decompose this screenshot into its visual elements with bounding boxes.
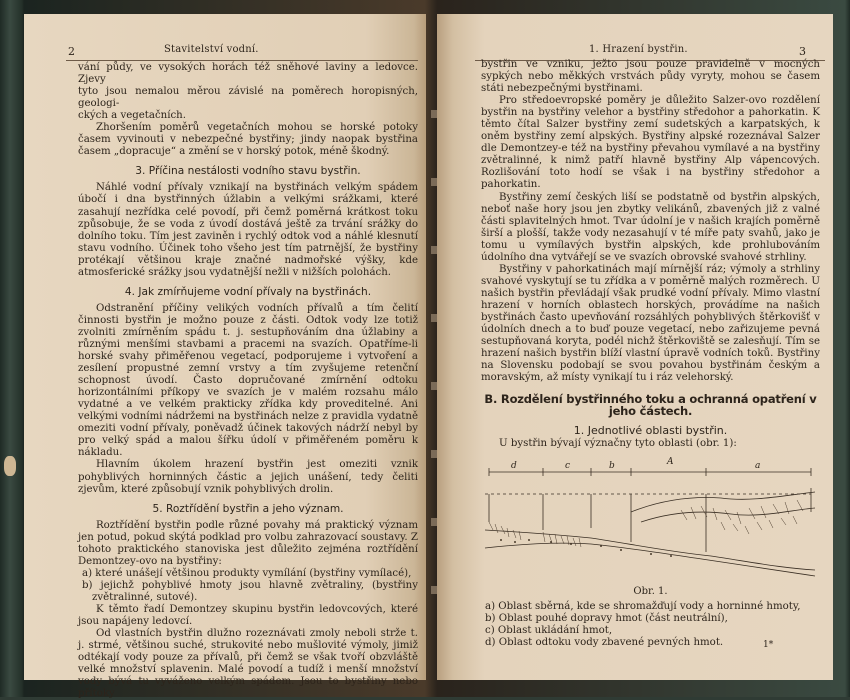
text-line: ckých a vegetačních. [78, 110, 186, 122]
figure-label: a [755, 461, 761, 472]
torn-cover-edge [4, 456, 16, 476]
paragraph: Pro středoevropské poměry je důležito Salzer-ovo rozdělení bystřin na bystřiny velehor a bystřiny středohor a pahorkatin. K těmto čítal Salzer bystřiny zemí sudetských a karpatských, k oněm bystřiny zemí alpských. Bystřiny alpské rozeznával Salzer dle Demontzey-e též na bystřiny převahou vymílavé a na bystřiny zvětralinné, k nimž patří hlavně bystřiny Alp vápencových. Rozlišování toto hodí se však i na bystřiny středohor a pahorkatin. [481, 95, 820, 191]
paragraph: Hlavním úkolem hrazení bystřin jest omeziti vznik pohyblivých horninných částic a jejich unášení, tedy čeliti zjevům, které způsobují vznik pohyblivých drolin. [78, 459, 418, 495]
figure-label: b [609, 461, 615, 472]
right-page [437, 14, 833, 680]
paragraph: Odstranění příčiny velikých vodních přívalů a tím čelití činnosti bystřin je možno pouze z části. Odtok vody lze totiž zvolniti zmírněním spádu t. j. sestupňováním dna úžlabiny a různými menšími stavbami a pracemi na svazích. Opatříme-li horské svahy přiměřenou vegetací, podporujeme i vytvoření a zesílení propustné zemní vrstvy a tím zvyšujeme retenční schopnost úvodí. Často dopručované zmírnění odtoku horizontálními příkopy ve svazích je v malém rozsahu málo vydatné a ve velkém prakticky zřídka kdy proveditelné. Ani velkými vodními nádržemi na bystřinách nelze z pravidla vydatně omeziti vodní přívaly, poněvadž účinek takových nádrží nebyl by pro velký spád a malou šířku údolí v přiměřeném poměru k nákladu. [78, 302, 418, 459]
section-heading: 4. Jak zmírňujeme vodní přívaly na bystřinách. [124, 285, 372, 298]
list-item: a) které unášejí většinou produkty vymílání (bystřiny vymílacé), [82, 567, 412, 579]
text-line: vání půdy, ve vysokých horách též sněhové laviny a ledovce. Zjevy [78, 62, 418, 86]
left-page-body [78, 62, 418, 700]
header-rule [66, 60, 418, 61]
paragraph: Od vlastních bystřin dlužno rozeznávati zmoly neboli strže t. j. strmé, většinou suché, strukovité nebo mušlovité výmoly, jimiž odtékají vody pouze za přívalů, při čemž se však tvoří obzvláště velké množství splavenin. Malé povodí a tudíž i menší množství vody bývá tu vyváženo velkým spádem. Jsou to bystřiny nebo přítoky [78, 628, 418, 700]
chapter-heading: B. Rozdělení bystřinného toku a ochranná opatření v jeho částech. [484, 392, 817, 419]
paragraph: Bystřiny v pahorkatinách mají mírnější ráz; výmoly a strhliny svahové vyskytují se tu zřídka a v poměrně malých rozměrech. U našich bystřin převládají však prudké vodní přívaly. Mimo vlastní hrazení v horních oblastech horských, provádíme na našich bystřinách často upevňování rozsáhlých pohyblivých štěrkovišť v údolních dnech a to buď pouze vegetací, nebo zařizujeme pevná sestupňovaná koryta, podél nichž štěrkoviště se zalesňují. Tím se hrazení našich bystřin blíží vlastní úpravě vodních toků. Bystřiny na Slovensku podobají se svou povahou bystřinám českým a moravským, až místy vynikají tu i ráz velehorský. [481, 263, 820, 384]
figure-caption: Obr. 1. [633, 586, 668, 598]
text-line: tyto jsou nemalou měrou závislé na poměrech horopisných, geologi- [78, 86, 418, 110]
paragraph: bystřin ve vzniku, ježto jsou pouze pravidelně v mocných sypkých nebo měkkých vrstvách půdy vyryty, mohou se časem státi nebezpečnými bystřinami. [481, 59, 820, 95]
printer-signature: 1* [763, 640, 774, 650]
figure-torrent-profile [481, 452, 820, 584]
paragraph: Bystřiny zemí českých liší se podstatně od bystřin alpských, neboť naše hory jsou jen zbytky velikánů, zbavených již z valné části splavitelných hmot. Tvar údolní je v našich krajích poměrně širší a plošší, takže vody nezasahují v té míře paty svahů, jako je tomu u vymílavých bystřin alpských, kde prohlubováním údolního dna vytvářejí se ve svazích obrovské svahové strhliny. [481, 191, 820, 263]
left-page [24, 14, 426, 700]
section-heading: 5. Roztřídění bystřin a jeho význam. [152, 502, 344, 515]
section-heading: 3. Příčina nestálosti vodního stavu bystřin. [135, 165, 361, 178]
list-item: a) Oblast sběrná, kde se shromažďují vody a horninné hmoty, [485, 600, 801, 612]
right-page-body [481, 59, 820, 649]
list-item: d) Oblast odtoku vody zbavené pevných hmot. [485, 636, 724, 648]
paragraph: U bystřin bývají význačny tyto oblasti (obr. 1): [499, 438, 737, 450]
running-head: Stavitelství vodní. [164, 44, 259, 55]
list-item: c) Oblast ukládání hmot, [485, 624, 613, 636]
page-number: 2 [68, 45, 75, 58]
figure-label: d [511, 461, 517, 472]
figure-label: c [565, 461, 571, 472]
list-item: b) jejichž pohyblivé hmoty jsou hlavně zvětraliny, (bystřiny zvětralinné, sutové). [82, 579, 418, 603]
subsection-heading: 1. Jednotlivé oblasti bystřin. [573, 424, 728, 438]
figure-label: A [667, 457, 674, 468]
running-head: 1. Hrazení bystřin. [589, 44, 688, 55]
page-number: 3 [799, 45, 806, 58]
figure-drawing [481, 452, 820, 584]
paragraph: Náhlé vodní přívaly vznikají na bystřinách velkým spádem úbočí i dna bystřinných úžlabin a velkými srážkami, které zasahují nezřídka celé povodí, při čemž poměrná krátkost toku způsobuje, že se voda z úvodí dostává ještě za trvání srážky do dolního toku. Tím jest zaviněn i rychlý odtok vod a náhlé klesnutí stavu vodního. Účinek toho všeho jest tím patrnější, že bystřiny protékají většinou kraje značné nadmořské výšky, kde atmosferické srážky jsou vydatnější nežli v nižších polohách. [78, 182, 418, 278]
list-item: b) Oblast pouhé dopravy hmot (část neutrální), [485, 612, 728, 624]
paragraph: Zhoršením poměrů vegetačních mohou se horské potoky časem vyvinouti v nebezpečné bystřiny; jindy naopak bystřina časem „dopracuje“ a změní se v horský potok, méně škodný. [78, 122, 418, 158]
paragraph: Roztřídění bystřin podle různé povahy má praktický význam jen potud, pokud skýtá podklad pro volbu zahrazovací soustavy. Z tohoto praktického stanoviska jest důležito zejména roztřídění Demontzey-ovo na bystřiny: [78, 519, 418, 567]
paragraph: K těmto řadí Demontzey skupinu bystřin ledovcových, které jsou napájeny ledovcí. [78, 603, 418, 628]
